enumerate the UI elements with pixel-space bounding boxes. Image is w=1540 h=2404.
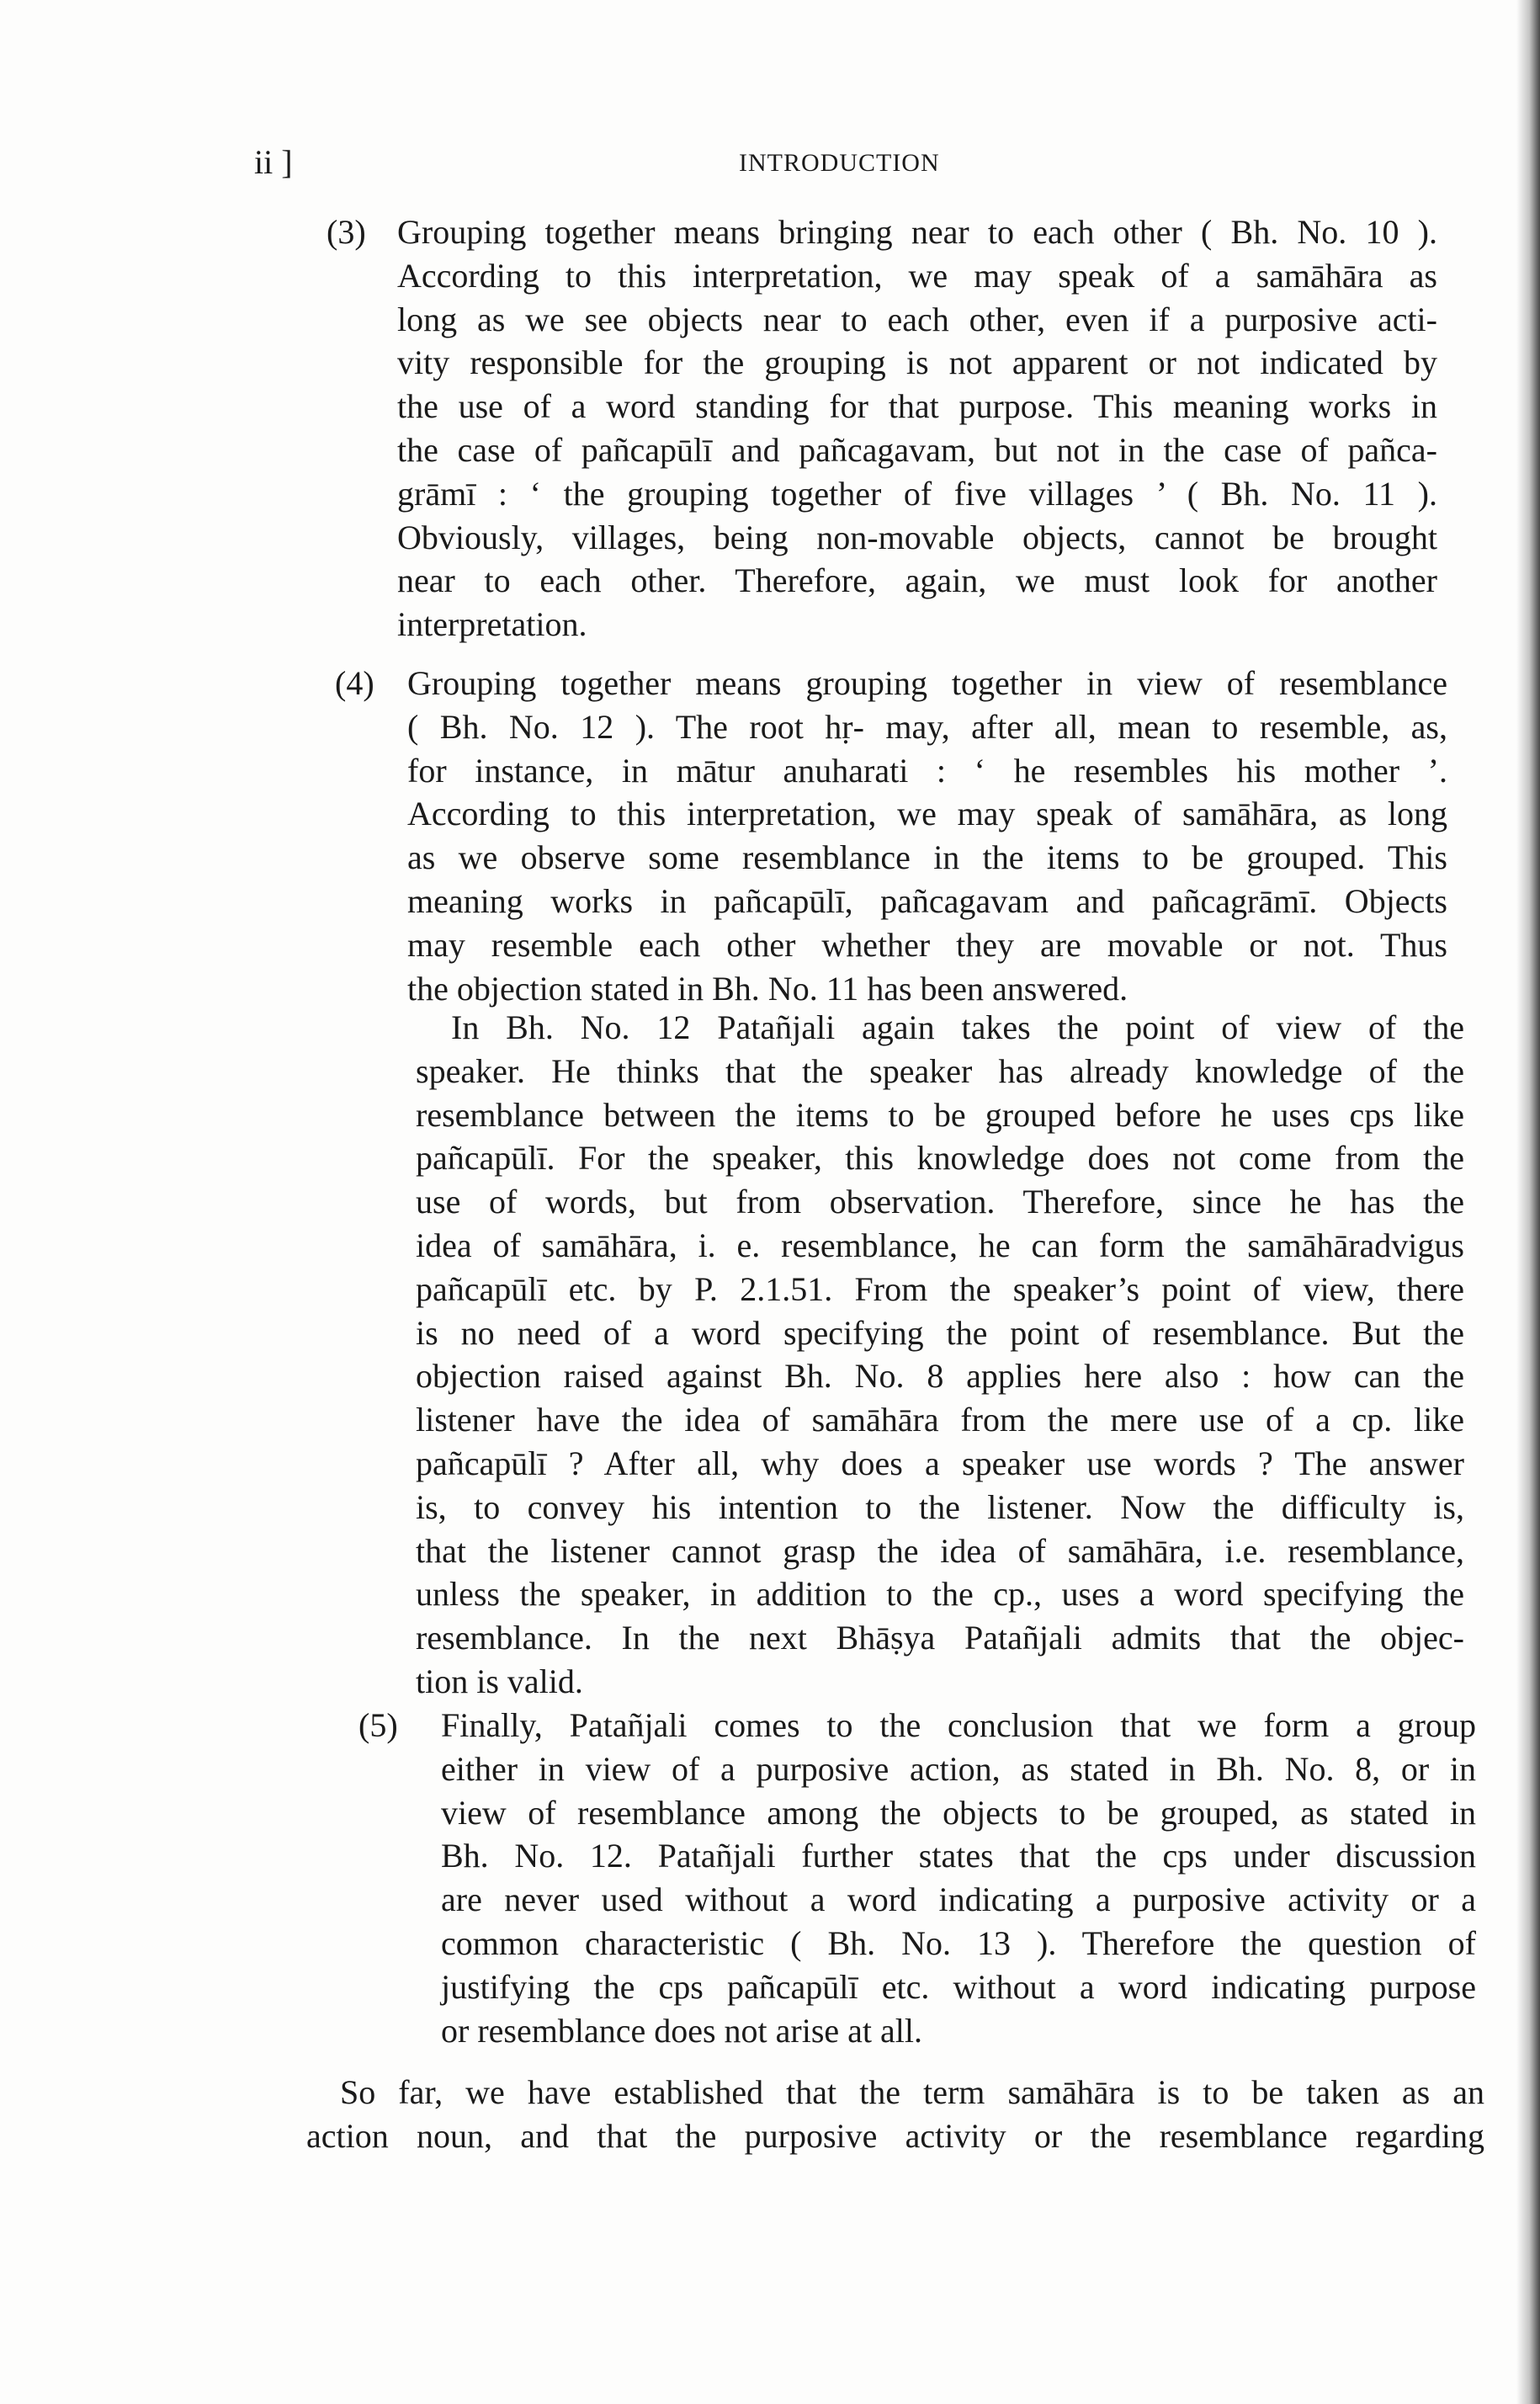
text-line: listener have the idea of samāhāra from the mere use of a cp. like bbox=[416, 1401, 1464, 1439]
item-body bbox=[397, 210, 1437, 646]
text-line: use of words, but from observation. Therefore, since he has the bbox=[416, 1183, 1464, 1221]
text-line: long as we see objects near to each other, even if a purposive acti- bbox=[397, 300, 1437, 338]
continuation-body bbox=[416, 1006, 1464, 1704]
text-line: are never used without a word indicating a purposive activity or a bbox=[441, 1880, 1476, 1919]
text-line: Obviously, villages, being non-movable objects, cannot be brought bbox=[397, 518, 1437, 556]
page-folio: ii ] bbox=[254, 143, 293, 181]
text-line: Grouping together means grouping together in view of resemblance bbox=[407, 664, 1447, 702]
text-line: interpretation. bbox=[397, 605, 587, 644]
text-line: Grouping together means bringing near to each other ( Bh. No. 10 ). bbox=[397, 213, 1437, 251]
text-line: as we observe some resemblance in the items to be grouped. This bbox=[407, 838, 1447, 877]
item-body bbox=[441, 1704, 1476, 2052]
closing-paragraph bbox=[306, 2071, 1484, 2158]
text-line: for instance, in mātur anuharati : ‘ he resembles his mother ’. bbox=[407, 751, 1447, 790]
text-line: vity responsible for the grouping is not apparent or not indicated by bbox=[397, 343, 1437, 382]
text-line: view of resemblance among the objects to be grouped, as stated in bbox=[441, 1793, 1476, 1832]
text-line: pañcapūlī ? After all, why does a speaker use words ? The answer bbox=[416, 1444, 1464, 1482]
text-line: pañcapūlī etc. by P. 2.1.51. From the speaker’s point of view, there bbox=[416, 1269, 1464, 1308]
text-line: the use of a word standing for that purpose. This meaning works in bbox=[397, 387, 1437, 426]
text-line: the case of pañcapūlī and pañcagavam, but not in the case of pañca- bbox=[397, 430, 1437, 469]
text-line: idea of samāhāra, i. e. resemblance, he can form the samāhāradvigus bbox=[416, 1226, 1464, 1264]
text-line: So far, we have established that the term samāhāra is to be taken as an bbox=[340, 2073, 1484, 2111]
item-body bbox=[407, 662, 1447, 1010]
text-line: is, to convey his intention to the listener. Now the difficulty is, bbox=[416, 1487, 1464, 1526]
text-line: objection raised against Bh. No. 8 applies here also : how can the bbox=[416, 1357, 1464, 1396]
text-line: either in view of a purposive action, as stated in Bh. No. 8, or in bbox=[441, 1749, 1476, 1788]
text-line: the objection stated in Bh. No. 11 has been answered. bbox=[407, 969, 1128, 1008]
text-line: near to each other. Therefore, again, we must look for another bbox=[397, 561, 1437, 600]
item-number: (5) bbox=[358, 1706, 398, 1744]
text-line: meaning works in pañcapūlī, pañcagavam and pañcagrāmī. Objects bbox=[407, 881, 1447, 920]
text-line: speaker. He thinks that the speaker has already knowledge of the bbox=[416, 1051, 1464, 1090]
text-line: common characteristic ( Bh. No. 13 ). Therefore the question of bbox=[441, 1923, 1476, 1962]
text-line: or resemblance does not arise at all. bbox=[441, 2011, 922, 2050]
page-edge-shadow bbox=[1516, 0, 1540, 2404]
item-number: (4) bbox=[335, 664, 374, 702]
item-number: (3) bbox=[327, 213, 366, 251]
text-line: tion is valid. bbox=[416, 1662, 583, 1700]
text-line: that the listener cannot grasp the idea of samāhāra, i.e. resemblance, bbox=[416, 1531, 1464, 1570]
text-line: is no need of a word specifying the point of resemblance. But the bbox=[416, 1313, 1464, 1352]
text-line: grāmī : ‘ the grouping together of five villages ’ ( Bh. No. 11 ). bbox=[397, 474, 1437, 513]
text-line: resemblance between the items to be grouped before he uses cps like bbox=[416, 1095, 1464, 1134]
text-line: Bh. No. 12. Patañjali further states that the cps under discussion bbox=[441, 1837, 1476, 1875]
text-line: justifying the cps pañcapūlī etc. without a word indicating purpose bbox=[441, 1967, 1476, 2006]
text-line: pañcapūlī. For the speaker, this knowledge does not come from the bbox=[416, 1139, 1464, 1178]
running-title: INTRODUCTION bbox=[739, 149, 940, 177]
text-line: ( Bh. No. 12 ). The root hṛ- may, after all, mean to resemble, as, bbox=[407, 707, 1447, 746]
running-head bbox=[0, 141, 1540, 183]
text-line: action noun, and that the purposive activity or the resemblance regarding bbox=[306, 2117, 1484, 2155]
text-line: unless the speaker, in addition to the cp., uses a word specifying the bbox=[416, 1575, 1464, 1614]
text-line: may resemble each other whether they are movable or not. Thus bbox=[407, 925, 1447, 964]
text-line: In Bh. No. 12 Patañjali again takes the point of view of the bbox=[451, 1008, 1464, 1046]
text-line: According to this interpretation, we may speak of samāhāra, as long bbox=[407, 795, 1447, 833]
text-line: resemblance. In the next Bhāṣya Patañjali admits that the objec- bbox=[416, 1619, 1464, 1657]
text-line: Finally, Patañjali comes to the conclusion that we form a group bbox=[441, 1706, 1476, 1744]
text-line: According to this interpretation, we may speak of a samāhāra as bbox=[397, 256, 1437, 295]
